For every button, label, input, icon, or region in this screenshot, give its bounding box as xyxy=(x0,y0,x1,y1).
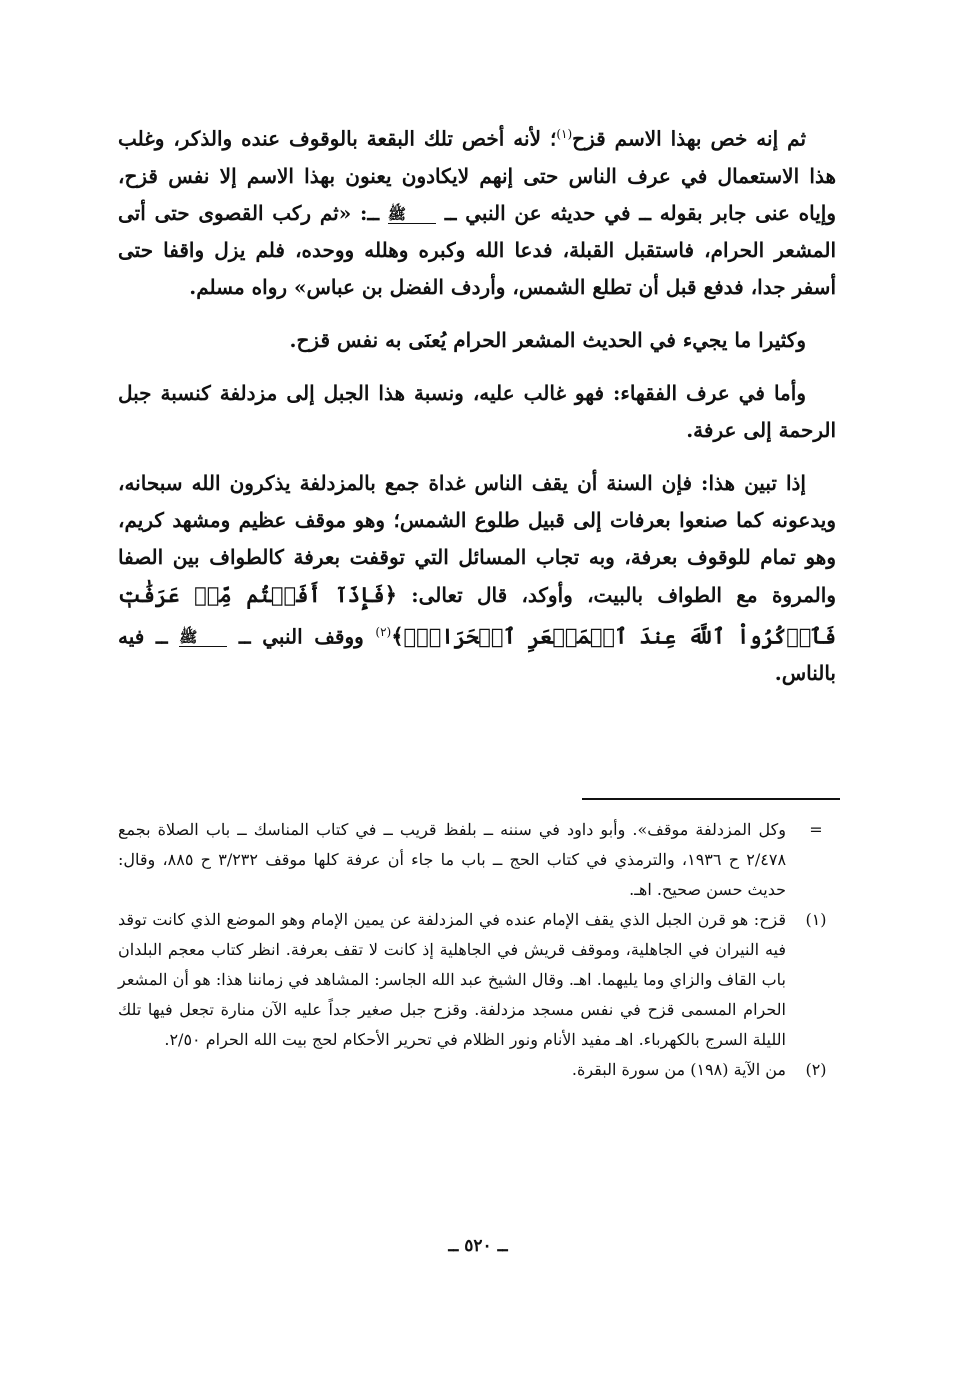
main-body-text xyxy=(118,116,836,692)
paragraph-text: ــ: «ثم ركب القصوى حتى أتى المشعر الحرام، فاستقبل القبلة، فدعا الله وكبره وهلله ووحده، فلم يزل واقفا حتى أسفر جدا، فدفع قبل أن تطلع الشمس، وأردف الفضل بن عباس» رواه مسلم. xyxy=(118,200,836,299)
paragraph xyxy=(118,322,836,359)
paragraph xyxy=(118,116,836,306)
footnote-reference: (١) xyxy=(556,127,573,141)
footnote xyxy=(118,815,838,905)
footnote-text: وكل المزدلفة موقف». وأبو داود في سننه ــ بلفظ قريب ــ في كتاب المناسك ــ باب الصلاة بجمع ٢/٤٧٨ ح ١٩٣٦، والترمذي في كتاب الحج ــ باب ما جاء أن عرفة كلها موقف ٣/٢٣٢ ح ٨٨٥، وقال: حديث حسن صحيح. اهـ. xyxy=(118,820,787,899)
paragraph-text: وكثيرا ما يجيء في الحديث المشعر الحرام يُعنَى به نفس قزح. xyxy=(289,327,806,352)
footnote-text: قزح: هو قرن الجبل الذي يقف الإمام عنده في المزدلفة عن يمين الإمام وهو الموضع الذي كانت توقد فيه النيران في الجاهلية، وموقف قريش في الجاهلية إذ كانت لا تقف بعرفة. انظر كتاب معجم البلدان باب القاف والزاي وما يليهما. اهـ. وقال الشيخ عبد الله الجاسر: المشاهد في زماننا هذا: هو أن المشعر الحرام المسمى قزح في نفس مسجد مزدلفة. وقزح جبل صغير جداً عليه الآن منارة تجعل فيها تلك الليلة السرج بالكهرباء. اهـ مفيد الأنام ونور الظلام في تحرير الأحكام لحج بيت الله الحرام ٢/٥٠. xyxy=(118,910,786,1049)
paragraph-text: إذا تبين هذا: فإن السنة أن يقف الناس غداة جمع بالمزدلفة يذكرون الله سبحانه، ويدعونه كما صنعوا بعرفات إلى قبيل طلوع الشمس؛ وهو موقف عظيم ومشهد كريم، وهو تمام للوقوف بعرفة، وبه تجاب المسائل التي توقفت بعرفة كالطواف بين الصفا والمروة مع الطواف بالبيت، وأوكد، قال تعالى: xyxy=(118,470,836,607)
paragraph xyxy=(118,375,836,449)
page-number: ــ ٥٢٠ ــ xyxy=(448,1236,508,1256)
paragraph-text: وأما في عرف الفقهاء: فهو غالب عليه، ونسبة هذا الجبل إلى مزدلفة كنسبة جبل الرحمة إلى عرفة. xyxy=(118,380,836,442)
paragraph-text: ووقف النبي ــ xyxy=(227,624,376,649)
footnote-marker: (١) xyxy=(805,910,827,929)
paragraph xyxy=(118,465,836,693)
paragraph-text: ــ فيه بالناس. xyxy=(118,624,836,686)
salawat-glyph: ﷺ xyxy=(388,205,436,224)
footnote-marker: (٢) xyxy=(805,1060,827,1079)
quran-quote: ﴿فَإِذَآ أَفَضۡتُم مِّنۡ عَرَفَٰتٖ فَٱذۡكُرُواْ ٱللَّهَ عِندَ ٱلۡمَشۡعَرِ ٱلۡحَرَامِۖ﴾ xyxy=(118,581,837,649)
salawat-glyph: ﷺ xyxy=(179,628,227,647)
footnote-text: من الآية (١٩٨) من سورة البقرة. xyxy=(571,1060,786,1079)
footnote xyxy=(118,1055,838,1085)
paragraph-text: ثم إنه خص بهذا الاسم قزح xyxy=(572,126,807,151)
paragraph-text: ؛ لأنه أخص تلك البقعة بالوقوف عنده والذكر، وغلب هذا الاستعمال في عرف الناس حتى إنهم لايكادون يعنون بهذا الاسم إلا نفس قزح، وإياه عنى جابر بقوله ــ في حديثه عن النبي ــ xyxy=(118,126,836,225)
footnotes-section xyxy=(118,815,838,1085)
footnote-marker: = xyxy=(809,820,823,839)
footnote-reference: (٢) xyxy=(375,624,392,639)
footnote-separator-rule xyxy=(582,798,840,800)
footnote xyxy=(118,905,838,1055)
